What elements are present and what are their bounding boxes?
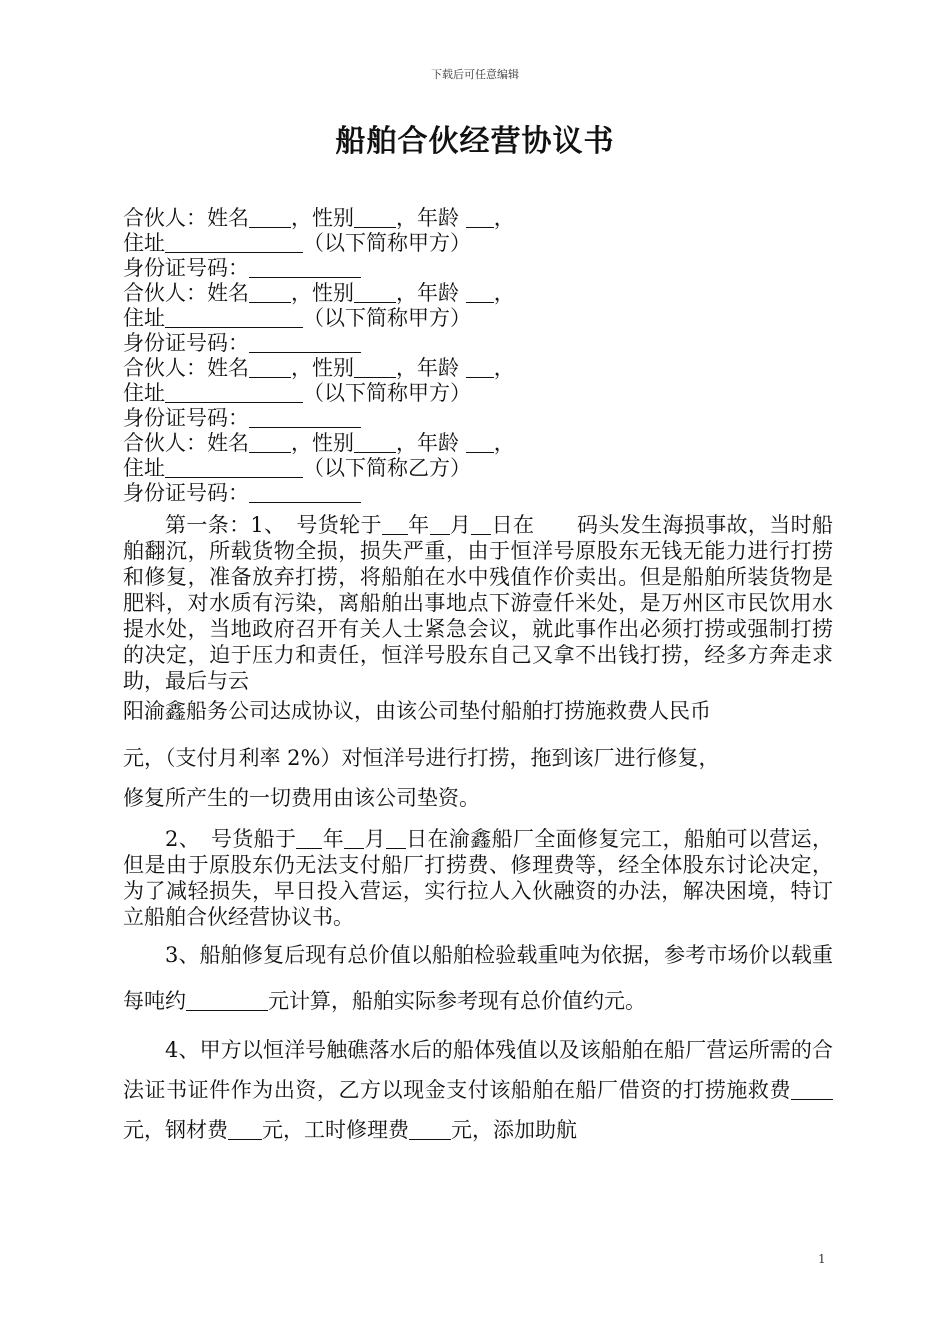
party-line-1: 合伙人：姓名 ，性别 ，年龄 ，	[123, 206, 515, 230]
party-block	[123, 431, 833, 506]
labor-fee-blank	[409, 1119, 451, 1140]
address-blank	[165, 382, 303, 403]
article-1-line-cost: 修复所产生的一切费用由该公司垫资。	[123, 786, 480, 810]
party-line-1: 合伙人：姓名 ，性别 ，年龄 ，	[123, 281, 515, 305]
party-line-3: 身份证号码：	[123, 406, 833, 431]
name-blank	[249, 357, 291, 378]
party-line-1: 合伙人：姓名 ，性别 ，年龄 ，	[123, 356, 515, 380]
day-blank	[386, 828, 406, 849]
name-blank	[249, 207, 291, 228]
address-blank	[165, 232, 303, 253]
item-2-paragraph: 2、 号货船于 年 月 日在渝鑫船厂全面修复完工，船舶可以营运，但是由于原股东仍无法支付船厂打捞费、修理费等，经全体股东讨论决定，为了减轻损失，早日投入营运，实行拉人入伙融资的办法，解决困境，特订立船舶合伙经营协议书。	[123, 827, 833, 929]
address-blank	[165, 457, 303, 478]
id-blank	[249, 407, 361, 428]
party-line-2: 住址 （以下简称甲方）	[123, 306, 471, 330]
id-blank	[249, 332, 361, 353]
party-line-2: 住址 （以下简称甲方）	[123, 231, 471, 255]
document-body	[123, 206, 833, 1150]
day-blank	[471, 514, 491, 535]
name-blank	[249, 282, 291, 303]
age-blank	[466, 357, 494, 378]
item-4-paragraph: 4、甲方以恒洋号触礁落水后的船体残值以及该船舶在船厂营运所需的合法证书证件作为出资，乙方以现金支付该船舶在船厂借资的打捞施救费元，钢材费 元，工时修理费 元，添加助航	[123, 1038, 833, 1142]
gender-blank	[354, 207, 396, 228]
gender-blank	[354, 432, 396, 453]
party-line-2: 住址 （以下简称乙方）	[123, 456, 471, 480]
party-block	[123, 281, 833, 356]
item-3-paragraph: 3、船舶修复后现有总价值以船舶检验载重吨为依据，参考市场价以载重每吨约 元计算，船舶实际参考现有总价值约元。	[123, 943, 833, 1013]
party-block	[123, 356, 833, 431]
document-title: 船舶合伙经营协议书	[335, 124, 615, 159]
header-note: 下载后可任意编辑	[431, 68, 519, 81]
month-blank	[344, 828, 364, 849]
page-number: 1	[818, 1252, 826, 1266]
article-1-line-interest: 元，（支付月利率 2%）对恒洋号进行打捞，拖到该厂进行修复，	[123, 746, 720, 770]
id-blank	[249, 482, 361, 503]
gender-blank	[354, 357, 396, 378]
id-blank	[249, 257, 361, 278]
party-line-3: 身份证号码：	[123, 331, 833, 356]
age-blank	[466, 432, 494, 453]
name-blank	[249, 432, 291, 453]
party-line-1: 合伙人：姓名 ，性别 ，年龄 ，	[123, 431, 515, 455]
age-blank	[466, 207, 494, 228]
party-block	[123, 206, 833, 281]
price-per-ton-blank	[186, 990, 268, 1011]
party-line-3: 身份证号码：	[123, 481, 833, 506]
article-1-line-funding: 阳渝鑫船务公司达成协议，由该公司垫付船舶打捞施救费人民币	[123, 699, 711, 723]
article-1-paragraph: 第一条：1、 号货轮于 年 月 日在 码头发生海损事故，当时船舶翻沉，所载货物全损，损失严重，由于恒洋号原股东无钱无能力进行打捞和修复，准备放弃打捞，将船舶在水中残值作价卖出。但是船舶所装货物是肥料，对水质有污染，离船舶出事地点下游壹仟米处，是万州区市民饮用水提水处，当地政府召开有关人士紧急会议，就此事作出必须打捞或强制打捞的决定，迫于压力和责任，恒洋号股东自己又拿不出钱打捞，经多方奔走求助，最后与云	[123, 513, 833, 693]
address-blank	[165, 307, 303, 328]
month-blank	[430, 514, 450, 535]
salvage-fee-blank	[791, 1079, 833, 1100]
year-blank	[382, 514, 408, 535]
gender-blank	[354, 282, 396, 303]
age-blank	[466, 282, 494, 303]
party-line-3: 身份证号码：	[123, 256, 833, 281]
party-line-2: 住址 （以下简称甲方）	[123, 381, 471, 405]
steel-fee-blank	[228, 1119, 262, 1140]
year-blank	[296, 828, 322, 849]
